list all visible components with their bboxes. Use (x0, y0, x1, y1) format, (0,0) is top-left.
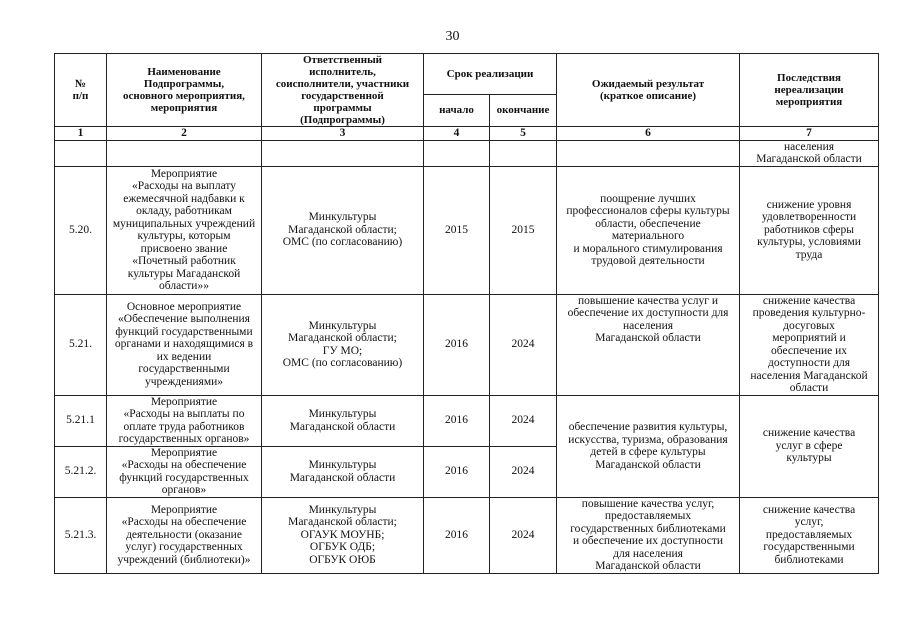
table-row (55, 497, 879, 573)
consequence: снижение качества услуг, предоставляемых государственными библиотеками (740, 497, 879, 573)
header-end: окончание (490, 94, 557, 126)
start-year: 2016 (424, 446, 490, 497)
consequence: снижение качества проведения культурно- досуговых мероприятий и обеспечение их доступности для населения Магаданской области (740, 294, 879, 395)
activity-name: Мероприятие «Расходы на выплаты по оплате труда работников государственных органов» (107, 395, 262, 446)
column-numbers-row (55, 127, 879, 141)
table-row (55, 140, 879, 166)
header-name: Наименование Подпрограммы, основного мероприятия, мероприятия (107, 54, 262, 127)
expected-result: повышение качества услуг, предоставляемых государственных библиотеками и обеспечение их доступности для населения Магаданской области (557, 497, 740, 573)
header-result: Ожидаемый результат (краткое описание) (557, 54, 740, 127)
header-number: № п/п (55, 54, 107, 127)
start-year: 2015 (424, 166, 490, 294)
row-number: 5.20. (55, 166, 107, 294)
header-consequence: Последствия нереализации мероприятия (740, 54, 879, 127)
consequence: снижение качества услуг в сфере культуры (740, 395, 879, 497)
end-year: 2024 (490, 446, 557, 497)
end-year: 2024 (490, 294, 557, 395)
header-executor: Ответственный исполнитель, соисполнители, участники государственной программы (Подпрограммы) (262, 54, 424, 127)
header-start: начало (424, 94, 490, 126)
end-year: 2024 (490, 395, 557, 446)
activity-name: Мероприятие «Расходы на обеспечение функций государственных органов» (107, 446, 262, 497)
column-number: 3 (262, 127, 424, 141)
column-number: 1 (55, 127, 107, 141)
carryover-consequence: населения Магаданской области (740, 140, 879, 166)
executor: Минкультуры Магаданской области; ОГАУК МОУНБ; ОГБУК ОДБ; ОГБУК ОЮБ (262, 497, 424, 573)
end-year: 2015 (490, 166, 557, 294)
table-row (55, 294, 879, 395)
expected-result: обеспечение развития культуры, искусства, туризма, образования детей в сфере культуры Магаданской области (557, 395, 740, 497)
row-number: 5.21. (55, 294, 107, 395)
table-row (55, 395, 879, 446)
executor: Минкультуры Магаданской области (262, 446, 424, 497)
row-number: 5.21.2. (55, 446, 107, 497)
expected-result: повышение качества услуг и обеспечение их доступности для населения Магаданской области (557, 294, 740, 395)
executor: Минкультуры Магаданской области; ОМС (по согласованию) (262, 166, 424, 294)
column-number: 7 (740, 127, 879, 141)
column-number: 5 (490, 127, 557, 141)
row-number: 5.21.1 (55, 395, 107, 446)
start-year: 2016 (424, 395, 490, 446)
table-row (55, 166, 879, 294)
header-period: Срок реализации (424, 54, 557, 95)
column-number: 2 (107, 127, 262, 141)
start-year: 2016 (424, 294, 490, 395)
expected-result: поощрение лучших профессионалов сферы культуры области, обеспечение материального и морального стимулирования трудовой деятельности (557, 166, 740, 294)
activity-name: Мероприятие «Расходы на выплату ежемесячной надбавки к окладу, работникам муниципальных учреждений культуры, которым присвоено звание «Почетный работник культуры Магаданской области»» (107, 166, 262, 294)
start-year: 2016 (424, 497, 490, 573)
consequence: снижение уровня удовлетворенности работников сферы культуры, условиями труда (740, 166, 879, 294)
executor: Минкультуры Магаданской области; ГУ МО; ОМС (по согласованию) (262, 294, 424, 395)
activity-name: Основное мероприятие «Обеспечение выполнения функций государственными органами и находящимися в их ведении государственными учреждениями» (107, 294, 262, 395)
column-number: 4 (424, 127, 490, 141)
column-number: 6 (557, 127, 740, 141)
activity-name: Мероприятие «Расходы на обеспечение деятельности (оказание услуг) государственных учреждений (библиотеки)» (107, 497, 262, 573)
row-number: 5.21.3. (55, 497, 107, 573)
page-number: 30 (445, 29, 460, 44)
executor: Минкультуры Магаданской области (262, 395, 424, 446)
end-year: 2024 (490, 497, 557, 573)
program-activities-table (54, 53, 879, 574)
